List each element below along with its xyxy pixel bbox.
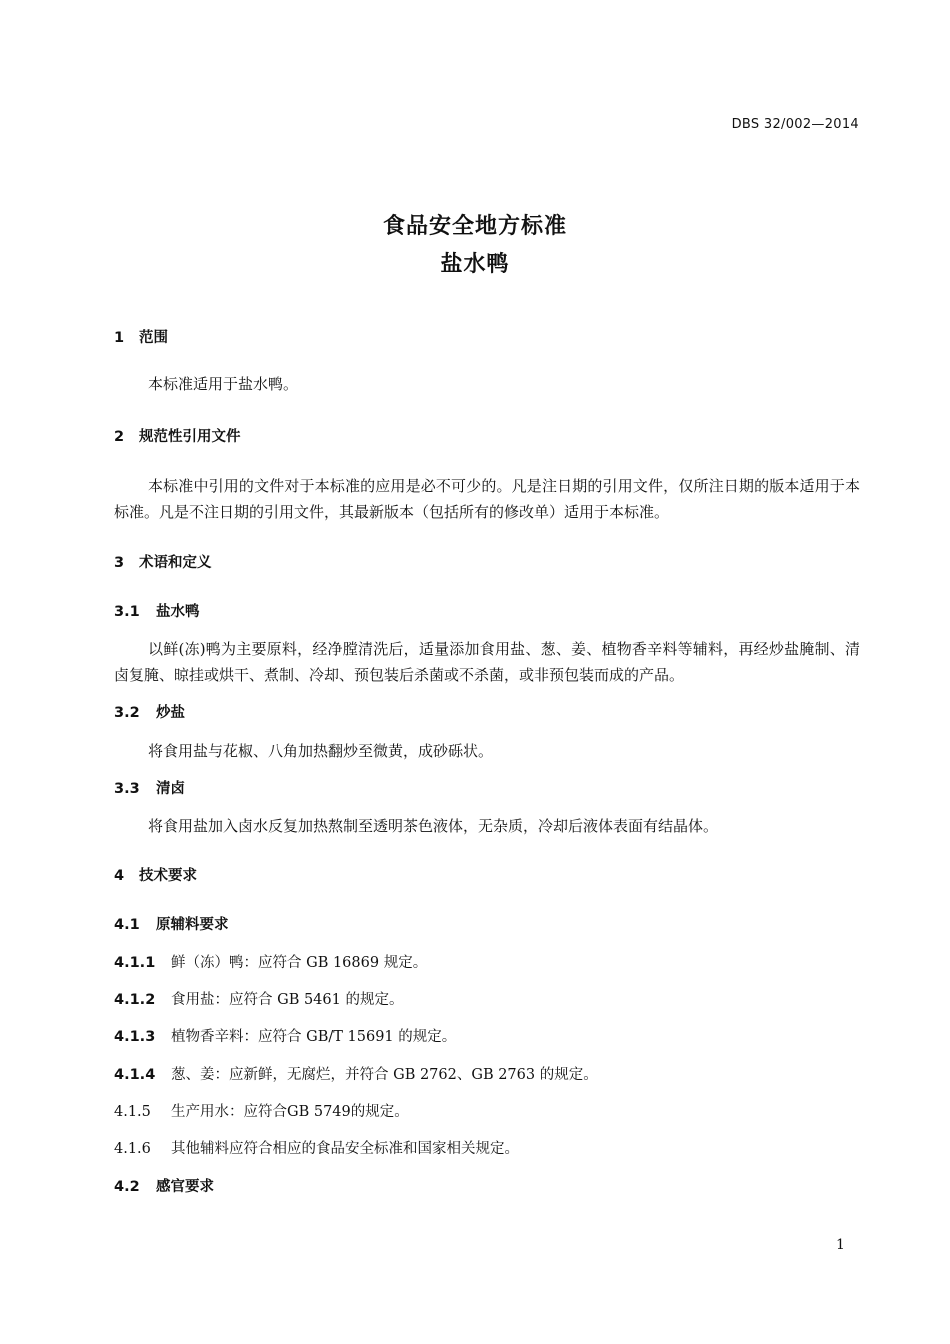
subsection-heading-3-1 (114, 600, 200, 621)
subsection-title: 清卤 (156, 781, 185, 797)
section-number: 4 (114, 868, 125, 884)
section-number: 3 (114, 555, 125, 571)
item-text: 食用盐：应符合 GB 5461 的规定。 (171, 992, 404, 1008)
subsection-heading-3-3 (114, 777, 185, 798)
subsection-number: 3.1 (114, 604, 140, 620)
section-heading-2 (114, 425, 241, 446)
document-title: 食品安全地方标准 (382, 214, 567, 239)
standard-code: DBS 32/002—2014 (731, 117, 859, 132)
subsection-3-3-text: 将食用盐加入卤水反复加热熬制至透明茶色液体，无杂质，冷却后液体表面有结晶体。 (148, 817, 719, 835)
item-number: 4.1.2 (114, 992, 156, 1008)
section-title: 规范性引用文件 (139, 429, 241, 445)
section-number: 1 (114, 330, 125, 346)
document-subtitle: 盐水鸭 (440, 252, 510, 277)
item-number: 4.1.6 (114, 1141, 151, 1157)
section-2-text: 本标准中引用的文件对于本标准的应用是必不可少的。凡是注日期的引用文件，仅所注日期的版本适用于本标准。凡是不注日期的引用文件，其最新版本（包括所有的修改单）适用于本标准。 (114, 477, 860, 521)
list-item (114, 988, 403, 1009)
section-1-text: 本标准适用于盐水鸭。 (148, 375, 299, 393)
section-title: 范围 (139, 330, 168, 346)
subsection-number: 3.3 (114, 781, 140, 797)
subsection-heading-4-2 (114, 1175, 214, 1196)
item-text: 其他辅料应符合相应的食品安全标准和国家相关规定。 (171, 1141, 519, 1157)
list-item (114, 951, 427, 972)
subsection-3-1-text: 以鲜(冻)鸭为主要原料，经净膛清洗后，适量添加食用盐、葱、姜、植物香辛料等辅料，再经炒盐腌制、清卤复腌、晾挂或烘干、煮制、冷却、预包装后杀菌或不杀菌，或非预包装而成的产品。 (114, 640, 860, 684)
list-item (114, 1100, 409, 1121)
item-text: 植物香辛料：应符合 GB/T 15691 的规定。 (171, 1029, 457, 1045)
subsection-number: 4.1 (114, 917, 140, 933)
item-number: 4.1.4 (114, 1067, 156, 1083)
list-item (114, 1025, 456, 1046)
item-text: 生产用水：应符合GB 5749的规定。 (171, 1104, 409, 1120)
subsection-3-2-text: 将食用盐与花椒、八角加热翻炒至微黄，成砂砾状。 (148, 742, 494, 760)
subsection-number: 3.2 (114, 705, 140, 721)
subsection-title: 盐水鸭 (156, 604, 200, 620)
section-title: 术语和定义 (139, 555, 212, 571)
item-text: 葱、姜：应新鲜，无腐烂，并符合 GB 2762、GB 2763 的规定。 (171, 1067, 598, 1083)
section-title: 技术要求 (139, 868, 197, 884)
item-text: 鲜（冻）鸭：应符合 GB 16869 规定。 (171, 955, 428, 971)
subsection-heading-3-2 (114, 701, 185, 722)
section-heading-3 (114, 551, 212, 572)
subsection-title: 原辅料要求 (156, 917, 229, 933)
section-heading-1 (114, 326, 168, 347)
subsection-title: 感官要求 (156, 1179, 214, 1195)
section-number: 2 (114, 429, 125, 445)
item-number: 4.1.5 (114, 1104, 151, 1120)
list-item (114, 1063, 598, 1084)
list-item (114, 1137, 519, 1158)
section-heading-4 (114, 864, 197, 885)
item-number: 4.1.1 (114, 955, 156, 971)
page-number: 1 (836, 1237, 845, 1253)
subsection-title: 炒盐 (156, 705, 185, 721)
subsection-number: 4.2 (114, 1179, 140, 1195)
subsection-heading-4-1 (114, 913, 229, 934)
item-number: 4.1.3 (114, 1029, 156, 1045)
